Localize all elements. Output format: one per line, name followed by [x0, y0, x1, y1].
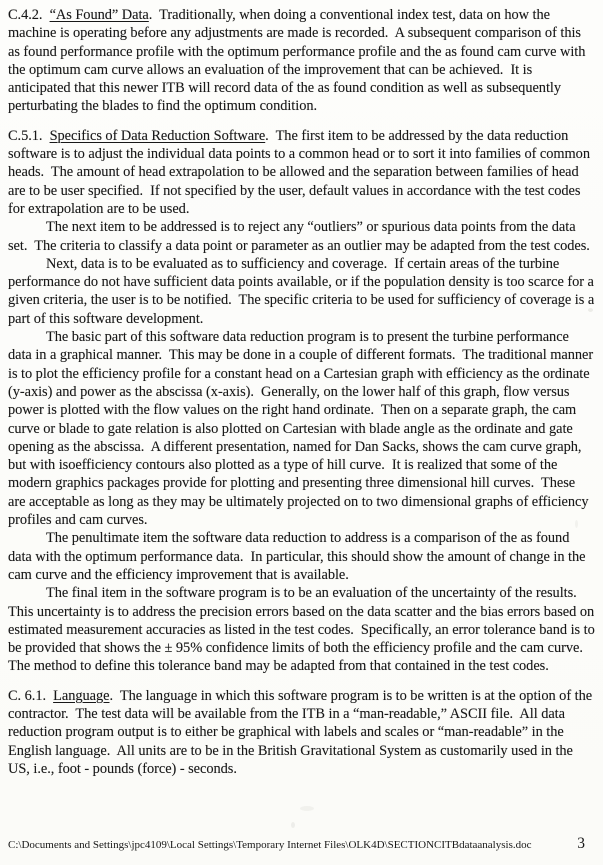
section-title-period: . [109, 687, 120, 704]
document-body [8, 6, 599, 778]
paragraph-text: The language in which this software program is to be written is at the option of the contractor. The test data will be available from the ITB in a “man-readable,” ASCII file. All data reduction program output is to either be graphical with labels and scales or “man-readable” in the English language. All units are to be in the British Gravitational System as customarily used in the US, i.e., foot - pounds (force) - seconds. [8, 687, 596, 777]
paragraph-text: The first item to be addressed by the data reduction software is to adjust the individual data points to a common head or to sort it into families of common heads. The amount of head extrapolation to be allowed and the separation between families of head are to be user specified. If not specified by the user, default values in accordance with the test codes for extrapolation are to be used. [8, 127, 594, 217]
paragraph-graphical-presentation [8, 328, 595, 529]
paragraph-uncertainty [8, 584, 599, 675]
paragraph-text: The penultimate item the software data reduction to address is a comparison of the as found data with the optimum performance data. In particular, this should show the amount of change in the cam curve and the efficiency improvement that is available. [8, 530, 590, 583]
scan-artifact [300, 806, 314, 811]
paragraph-comparison [8, 529, 595, 584]
section-title-period: . [148, 7, 160, 23]
paragraph-sufficiency [8, 255, 598, 328]
section-number: C.5.1. [8, 127, 50, 144]
paragraph-text: The next item to be addressed is to reject any “outliers” or spurious data points from the data set. The criteria to classify a data point or parameter as an outlier may be adapted from the test codes. [8, 219, 590, 254]
paragraph-outliers [8, 218, 595, 255]
scan-artifact [588, 308, 593, 312]
paragraph-text: Traditionally, when doing a conventional index test, data on how the machine is operating before any adjustments are made is recorded. A subsequent comparison of this as found performance profile with the optimum performance profile and the as found cam curve with the optimum cam curve allows an evaluation of the improvement that can be achieved. It is anticipated that this newer ITB will record data of the as found condition as well as subsequently perturbating the blades to find the optimum condition. [8, 7, 589, 115]
page-number: 3 [577, 835, 585, 852]
section-c42-paragraph [8, 6, 595, 116]
scan-artifact [291, 822, 295, 828]
section-c51-paragraph [8, 127, 595, 218]
footer-file-path: C:\Documents and Settings\jpc4109\Local Settings\Temporary Internet Files\OLK4D\SECTIONCITBdataanalysis.doc [8, 839, 532, 851]
paragraph-text: The final item in the software program is to be an evaluation of the uncertainty of the results. This uncertainty is to address the precision errors based on the data scatter and the bias errors based on estimated measurement accuracies as listed in the test codes. Specifically, an error tolerance band is to be provided that shows the ± 95% confidence limits of both the efficiency profile and the cam curve. The method to define this tolerance band may be adapted from that contained in the test codes. [8, 585, 599, 675]
section-title: “As Found” Data [49, 7, 149, 23]
section-title: Specifics of Data Reduction Software [49, 127, 266, 144]
paragraph-text: The basic part of this software data reduction program is to present the turbine performance data in a graphical manner. This may be done in a couple of different formats. The traditional manner is to plot the efficiency profile for a constant head on a Cartesian graph with efficiency as the ordinate (y-axis) and power as the abscissa (x-axis). Generally, on the lower half of this graph, flow versus power is plotted with the flow values on the right hand ordinate. Then on a separate graph, the cam curve or blade to gate relation is also plotted on Cartesian with blade angle as the ordinate and gate opening as the abscissa. A different presentation, named for Dan Sacks, shows the cam curve graph, but with isoefficiency contours also plotted as a type of hill curve. It is realized that some of the modern graphics packages provide for plotting and presenting three dimensional hill curves. These are acceptable as long as they may be ultimately projected on to two dimensional graphs of efficiency profiles and cam curves. [8, 329, 597, 529]
page-footer [8, 835, 585, 853]
section-title-period: . [265, 127, 276, 144]
section-title: Language [53, 687, 110, 704]
section-number: C. 6.1. [8, 687, 54, 704]
section-c61-paragraph [8, 687, 595, 778]
section-number: C.4.2. [8, 7, 50, 23]
scan-artifact [575, 520, 578, 528]
paragraph-text: Next, data is to be evaluated as to sufficiency and coverage. If certain areas of the turbine performance do not have sufficient data points available, or if the population density is too scarce for a given criteria, the user is to be notified. The specific criteria to be used for sufficiency of coverage is a part of this software development. [8, 255, 598, 327]
